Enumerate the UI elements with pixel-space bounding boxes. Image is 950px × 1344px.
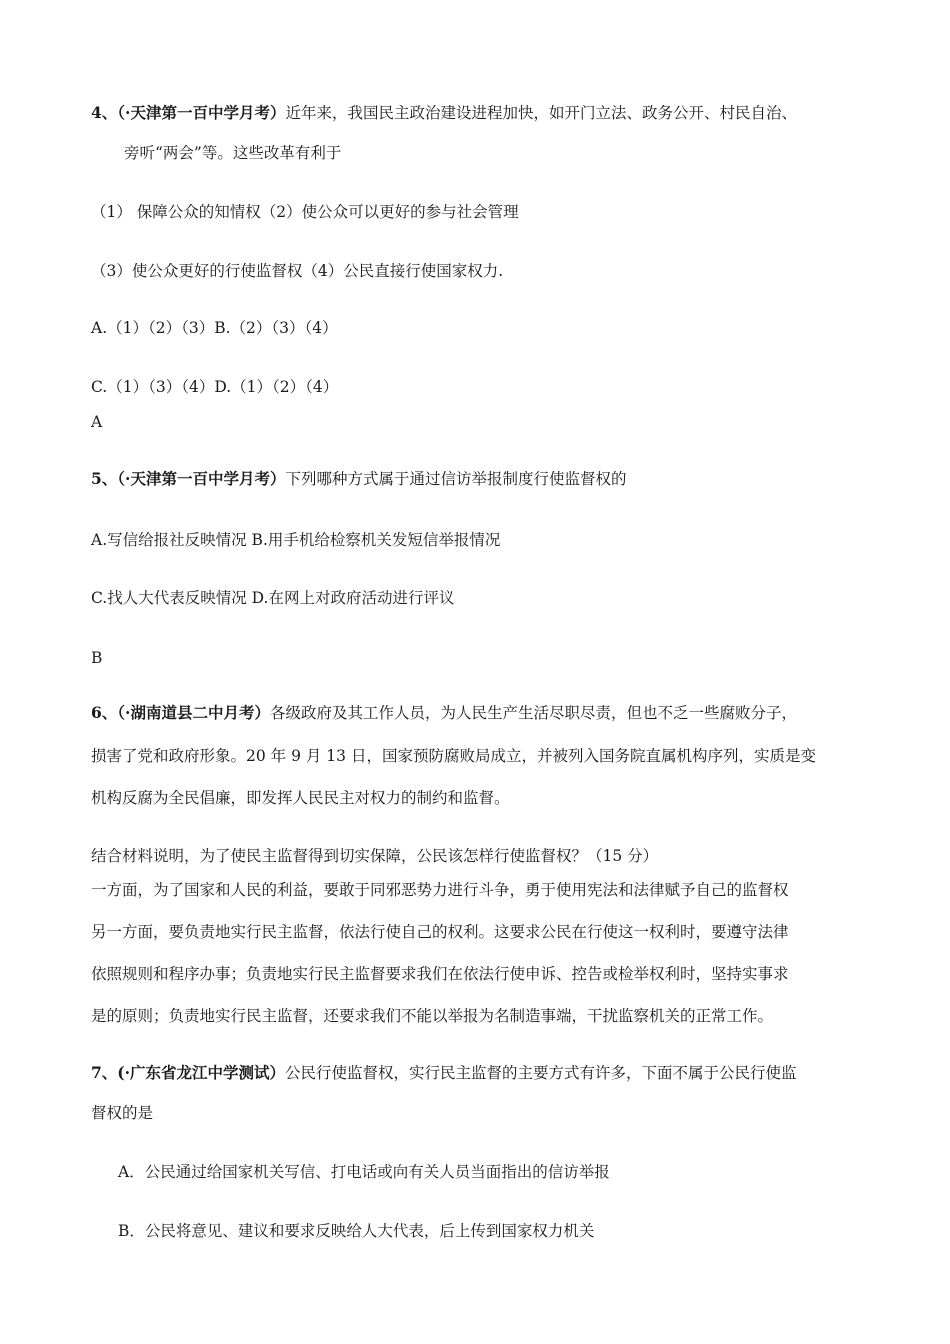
q6-number: 6、: [91, 703, 118, 722]
q7-number: 7、: [91, 1063, 118, 1082]
q4-source: （·天津第一百中学月考）: [117, 103, 286, 122]
q4-number: 4、: [91, 103, 118, 122]
q5-answer: B: [91, 649, 103, 667]
q4-stem-line-2: 旁听“两会”等。这些改革有利于: [124, 144, 342, 162]
q4-item-1: （1） 保障公众的知情权（2）使公众可以更好的参与社会管理: [91, 203, 519, 221]
q5-options-cd: C.找人大代表反映情况 D.在网上对政府活动进行评议: [91, 589, 455, 607]
q4-stem-line-1: [91, 103, 797, 123]
q6-stem-line-1: [91, 703, 797, 723]
q7-option-a: A．公民通过给国家机关写信、打电话或向有关人员当面指出的信访举报: [118, 1163, 610, 1181]
q6-source: （·湖南道县二中月考）: [117, 703, 270, 722]
q7-source: (·广东省龙江中学测试）: [117, 1063, 286, 1082]
q4-options-cd: C.（1）（3）（4）D.（1）（2）（4）: [91, 378, 339, 396]
q6-answer-line-3: 依照规则和程序办事；负责地实行民主监督要求我们在依法行使申诉、控告或检举权利时，坚持实事求: [91, 965, 789, 983]
q6-question: 结合材料说明，为了使民主监督得到切实保障，公民该怎样行使监督权？（15 分）: [91, 847, 659, 865]
q4-stem-text-1: 近年来，我国民主政治建设进程加快，如开门立法、政务公开、村民自治、: [285, 104, 797, 122]
q7-option-b: B．公民将意见、建议和要求反映给人大代表，后上传到国家权力机关: [118, 1222, 595, 1240]
q7-stem-text-1: 公民行使监督权，实行民主监督的主要方式有许多，下面不属于公民行使监: [285, 1064, 797, 1082]
q6-stem-line-3: 机构反腐为全民倡廉，即发挥人民民主对权力的制约和监督。: [91, 789, 510, 807]
q7-stem-line-2: 督权的是: [91, 1104, 154, 1122]
q5-stem-line: [91, 469, 626, 489]
q6-stem-text-1: 各级政府及其工作人员，为人民生产生活尽职尽责，但也不乏一些腐败分子，: [269, 704, 797, 722]
q5-options-ab: A.写信给报社反映情况 B.用手机给检察机关发短信举报情况: [91, 531, 501, 549]
q6-stem-line-2: 损害了党和政府形象。20 年 9 月 13 日，国家预防腐败局成立，并被列入国务院直属机构序列，实质是变: [91, 747, 816, 765]
q5-stem-text: 下列哪种方式属于通过信访举报制度行使监督权的: [285, 470, 627, 488]
q5-source: （·天津第一百中学月考）: [117, 469, 286, 488]
q4-answer: A: [91, 413, 103, 431]
q4-options-ab: A.（1）（2）（3）B.（2）（3）（4）: [91, 319, 338, 337]
q6-answer-line-4: 是的原则；负责地实行民主监督，还要求我们不能以举报为名制造事端，干扰监察机关的正常工作。: [91, 1007, 774, 1025]
q6-answer-line-2: 另一方面，要负责地实行民主监督，依法行使自己的权利。这要求公民在行使这一权利时，要遵守法律: [91, 923, 789, 941]
q7-stem-line-1: [91, 1063, 797, 1083]
q4-item-2: （3）使公众更好的行使监督权（4）公民直接行使国家权力.: [91, 262, 504, 280]
q6-answer-line-1: 一方面，为了国家和人民的利益，要敢于同邪恶势力进行斗争，勇于使用宪法和法律赋予自己的监督权: [91, 881, 789, 899]
q5-number: 5、: [91, 469, 118, 488]
